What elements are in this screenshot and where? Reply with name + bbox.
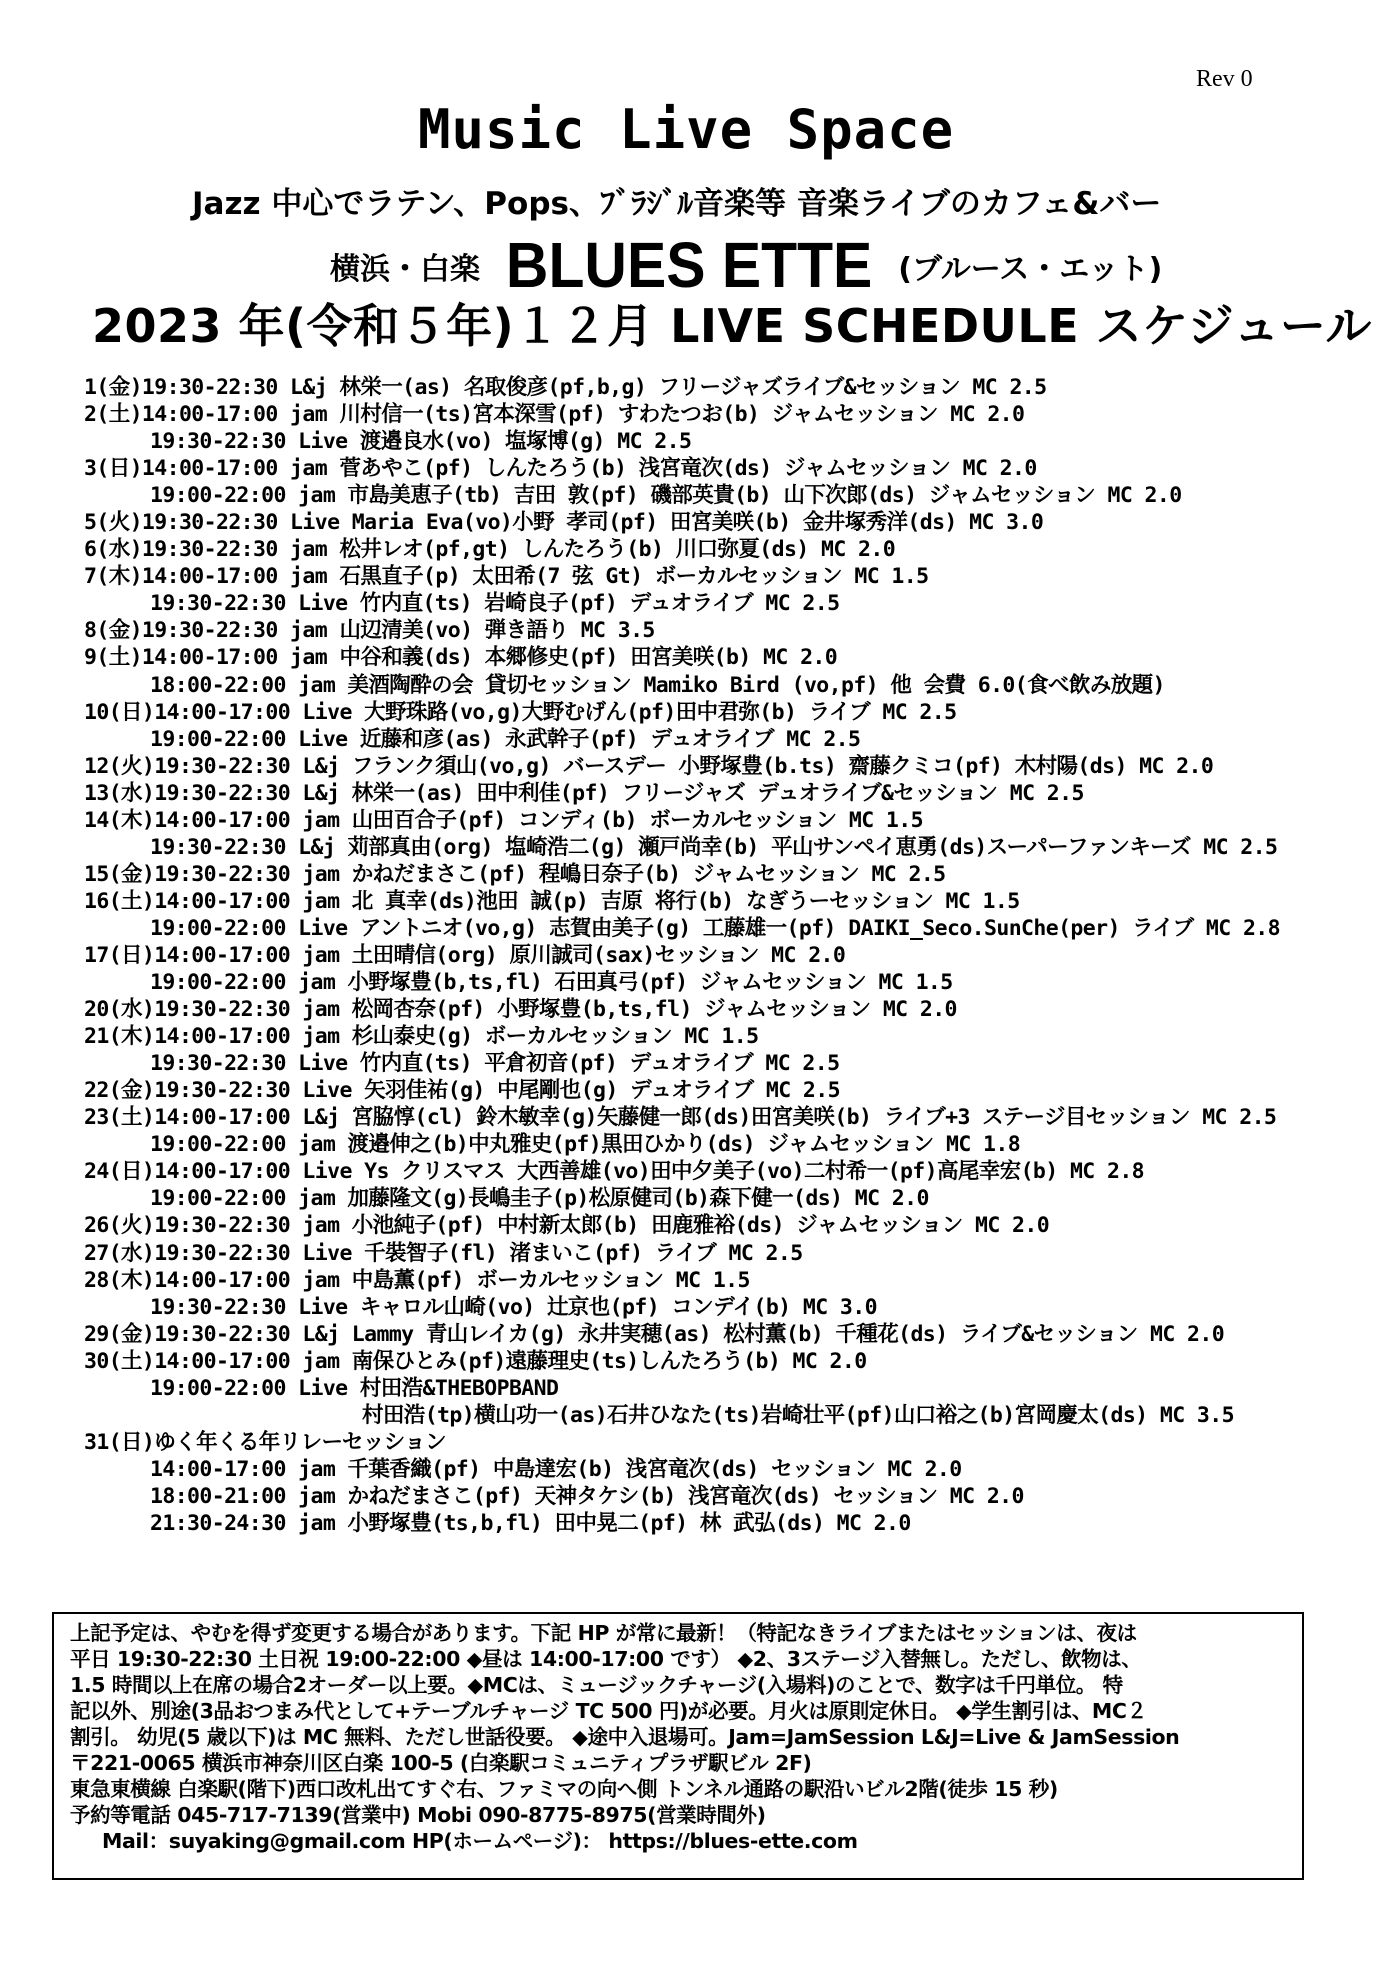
schedule-line: 19:00-22:00 Live アントニオ(vo,g) 志賀由美子(g) 工藤雄一(pf) DAIKI_Seco.SunChe(per) ライブ MC 2.8	[150, 915, 1280, 941]
note-line: 平日 19:30-22:30 土日祝 19:00-22:00 ◆昼は 14:00-17:00 です） ◆2、3ステージ入替無し。ただし、飲物は、	[70, 1647, 1142, 1671]
schedule-line: 19:30-22:30 L&j 苅部真由(org) 塩崎浩二(g) 瀬戸尚幸(b) 平山サンペイ恵勇(ds)スーパーファンキーズ MC 2.5	[150, 834, 1278, 860]
schedule-line: 14:00-17:00 jam 千葉香織(pf) 中島達宏(b) 浅宮竜次(ds) セッション MC 2.0	[150, 1456, 962, 1482]
schedule-line: 2(土)14:00-17:00 jam 川村信一(ts)宮本深雪(pf) すわたつお(b) ジャムセッション MC 2.0	[84, 402, 1025, 428]
notes-lines	[70, 1620, 1288, 1828]
revision-label: Rev 0	[1196, 66, 1253, 92]
schedule-line: 23(土)14:00-17:00 L&j 宮脇惇(cl) 鈴木敏幸(g)矢藤健一郎(ds)田宮美咲(b) ライブ+3 ステージ目セッション MC 2.5	[84, 1105, 1277, 1131]
schedule-line: 18:00-21:00 jam かねだまさこ(pf) 天神タケシ(b) 浅宮竜次(ds) セッション MC 2.0	[150, 1483, 1024, 1509]
note-line: 上記予定は、やむを得ず変更する場合があります。下記 HP が常に最新！（特記なきライブまたはセッションは、夜は	[70, 1621, 1137, 1645]
note-line: 予約等電話 045-717-7139(営業中) Mobi 090-8775-8975(営業時間外)	[70, 1803, 766, 1827]
schedule-line: 17(日)14:00-17:00 jam 土田晴信(org) 原川誠司(sax)セッション MC 2.0	[84, 942, 846, 968]
schedule-line: 24(日)14:00-17:00 Live Ys クリスマス 大西善雄(vo)田中夕美子(vo)二村希一(pf)高尾幸宏(b) MC 2.8	[84, 1159, 1145, 1185]
schedule-line: 13(水)19:30-22:30 L&j 林栄一(as) 田中利佳(pf) フリージャズ デュオライブ&セッション MC 2.5	[84, 780, 1084, 806]
schedule-line: 7(木)14:00-17:00 jam 石黒直子(p) 太田希(7 弦 Gt) ボーカルセッション MC 1.5	[84, 564, 929, 590]
schedule-line: 19:00-22:00 jam 加藤隆文(g)長嶋圭子(p)松原健司(b)森下健一(ds) MC 2.0	[150, 1186, 929, 1212]
schedule-line: 26(火)19:30-22:30 jam 小池純子(pf) 中村新太郎(b) 田鹿雅裕(ds) ジャムセッション MC 2.0	[84, 1213, 1050, 1239]
schedule-line: 21(木)14:00-17:00 jam 杉山泰史(g) ボーカルセッション MC 1.5	[84, 1024, 759, 1050]
schedule-line: 19:30-22:30 Live 竹内直(ts) 岩崎良子(pf) デュオライブ MC 2.5	[150, 591, 840, 617]
schedule-line: 村田浩(tp)横山功一(as)石井ひなた(ts)岩崎壮平(pf)山口裕之(b)宮岡慶太(ds) MC 3.5	[362, 1402, 1234, 1428]
schedule-line: 29(金)19:30-22:30 L&j Lammy 青山レイカ(g) 永井実穂(as) 松村薫(b) 千種花(ds) ライブ&セッション MC 2.0	[84, 1321, 1225, 1347]
venue-reading: (ブルース・エット)	[898, 252, 1163, 287]
note-line: 割引。 幼児(5 歳以下)は MC 無料、ただし世話役要。 ◆途中入退場可。Jam=JamSession L&J=Live & JamSession	[70, 1725, 1180, 1749]
note-line: 記以外、別途(3品おつまみ代として+テーブルチャージ TC 500 円)が必要。月火は原則定休日。 ◆学生割引は、MC２	[70, 1699, 1147, 1723]
schedule-line: 3(日)14:00-17:00 jam 菅あやこ(pf) しんたろう(b) 浅宮竜次(ds) ジャムセッション MC 2.0	[84, 456, 1037, 482]
page-title: Music Live Space	[418, 98, 955, 161]
schedule-line: 12(火)19:30-22:30 L&j フランク須山(vo,g) バースデー 小野塚豊(b.ts) 齋藤クミコ(pf) 木村陽(ds) MC 2.0	[84, 753, 1214, 779]
schedule-line: 30(土)14:00-17:00 jam 南保ひとみ(pf)遠藤理史(ts)しんたろう(b) MC 2.0	[84, 1348, 867, 1374]
schedule-line: 28(木)14:00-17:00 jam 中島薫(pf) ボーカルセッション MC 1.5	[84, 1267, 750, 1293]
schedule-line: 19:30-22:30 Live キャロル山崎(vo) 辻京也(pf) コンデイ(b) MC 3.0	[150, 1294, 877, 1320]
schedule-line: 1(金)19:30-22:30 L&j 林栄一(as) 名取俊彦(pf,b,g) フリージャズライブ&セッション MC 2.5	[84, 375, 1047, 400]
schedule-line: 5(火)19:30-22:30 Live Maria Eva(vo)小野 孝司(pf) 田宮美咲(b) 金井塚秀洋(ds) MC 3.0	[84, 510, 1044, 536]
page-subtitle: Jazz 中心でラテン、Pops、ﾌﾞﾗｼﾞﾙ音楽等 音楽ライブのカフェ&バー	[192, 186, 1162, 222]
schedule-line: 21:30-24:30 jam 小野塚豊(ts,b,fl) 田中晃二(pf) 林 武弘(ds) MC 2.0	[150, 1510, 911, 1536]
note-line: 〒221-0065 横浜市神奈川区白楽 100-5 (白楽駅コミュニティプラザ駅ビル 2F)	[70, 1751, 812, 1775]
schedule-line: 6(水)19:30-22:30 jam 松井レオ(pf,gt) しんたろう(b) 川口弥夏(ds) MC 2.0	[84, 537, 896, 563]
schedule-line: 18:00-22:00 jam 美酒陶酔の会 貸切セッション Mamiko Bird (vo,pf) 他 会費 6.0(食べ飲み放題)	[150, 672, 1165, 698]
schedule-line: 19:30-22:30 Live 渡邉良水(vo) 塩塚博(g) MC 2.5	[150, 429, 692, 455]
schedule-line: 20(水)19:30-22:30 jam 松岡杏奈(pf) 小野塚豊(b,ts,fl) ジャムセッション MC 2.0	[84, 997, 957, 1023]
venue-name: BLUES ETTE	[505, 229, 873, 301]
schedule-line: 10(日)14:00-17:00 Live 大野珠路(vo,g)大野むげん(pf)田中君弥(b) ライブ MC 2.5	[84, 699, 957, 725]
schedule-line: 19:00-22:00 Live 村田浩&THEBOPBAND	[150, 1375, 559, 1401]
schedule-line: 19:30-22:30 Live 竹内直(ts) 平倉初音(pf) デュオライブ MC 2.5	[150, 1051, 840, 1077]
schedule-list	[84, 374, 1364, 1537]
schedule-line: 19:00-22:00 Live 近藤和彦(as) 永武幹子(pf) デュオライブ MC 2.5	[150, 726, 861, 752]
schedule-line: 9(土)14:00-17:00 jam 中谷和義(ds) 本郷修史(pf) 田宮美咲(b) MC 2.0	[84, 645, 838, 671]
schedule-title: 2023 年(令和５年)１２月 LIVE SCHEDULE スケジュール	[92, 299, 1372, 353]
schedule-line: 27(水)19:30-22:30 Live 千裝智子(fl) 渚まいこ(pf) ライブ MC 2.5	[84, 1240, 803, 1266]
venue-prefix: 横浜・白楽	[330, 252, 480, 287]
schedule-line: 8(金)19:30-22:30 jam 山辺清美(vo) 弾き語り MC 3.5	[84, 618, 655, 644]
schedule-line: 19:00-22:00 jam 小野塚豊(b,ts,fl) 石田真弓(pf) ジャムセッション MC 1.5	[150, 970, 953, 996]
schedule-line: 31(日)ゆく年くる年リレーセッション	[84, 1429, 447, 1455]
contact-line: Mail：suyaking@gmail.com HP(ホームページ)： https://blues-ette.com	[102, 1829, 858, 1853]
schedule-line: 16(土)14:00-17:00 jam 北 真幸(ds)池田 誠(p) 吉原 将行(b) なぎうーセッション MC 1.5	[84, 888, 1020, 914]
schedule-line: 19:00-22:00 jam 市島美恵子(tb) 吉田 敦(pf) 磯部英貴(b) 山下次郎(ds) ジャムセッション MC 2.0	[150, 483, 1182, 509]
schedule-line: 15(金)19:30-22:30 jam かねだまさこ(pf) 程嶋日奈子(b) ジャムセッション MC 2.5	[84, 861, 946, 887]
note-line: 東急東横線 白楽駅(階下)西口改札出てすぐ右、ファミマの向へ側 トンネル通路の駅沿いビル2階(徒歩 15 秒)	[70, 1777, 1058, 1801]
schedule-line: 19:00-22:00 jam 渡邉伸之(b)中丸雅史(pf)黒田ひかり(ds) ジャムセッション MC 1.8	[150, 1132, 1021, 1158]
schedule-line: 22(金)19:30-22:30 Live 矢羽佳祐(g) 中尾剛也(g) デュオライブ MC 2.5	[84, 1078, 840, 1104]
notes-box	[52, 1612, 1304, 1880]
note-line: 1.5 時間以上在席の場合2オーダー以上要。◆MCは、ミュージックチャージ(入場料)のことで、数字は千円単位。 特	[70, 1673, 1123, 1697]
schedule-line: 14(木)14:00-17:00 jam 山田百合子(pf) コンディ(b) ボーカルセッション MC 1.5	[84, 807, 923, 833]
